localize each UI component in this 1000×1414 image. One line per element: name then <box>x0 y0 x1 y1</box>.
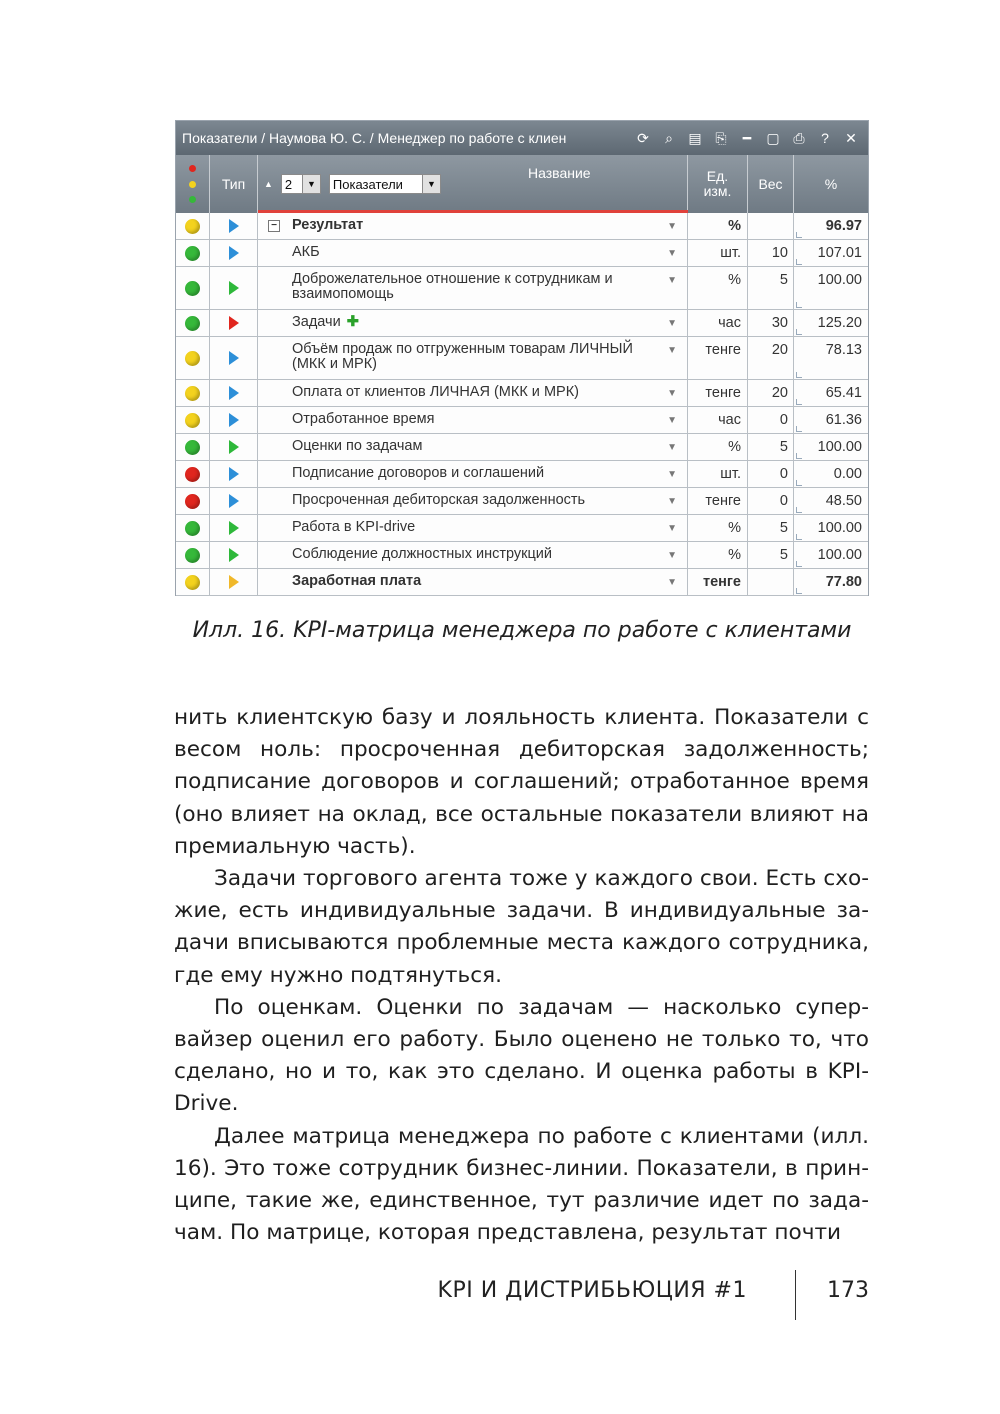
type-green-triangle-icon <box>229 548 239 562</box>
weight-cell: 5 <box>748 515 794 541</box>
percent-cell <box>794 213 868 239</box>
table-row[interactable] <box>176 515 868 542</box>
percent-value: 96.97 <box>825 218 862 234</box>
weight-cell: 0 <box>748 461 794 487</box>
percent-cell <box>794 310 868 336</box>
type-red-triangle-icon <box>229 316 239 330</box>
type-cell <box>210 407 258 433</box>
help-icon[interactable]: ? <box>821 130 829 146</box>
weight-cell: 30 <box>748 310 794 336</box>
unit-cell: % <box>688 542 748 568</box>
type-cell <box>210 267 258 309</box>
cell-corner-icon <box>796 453 802 459</box>
row-dropdown-icon[interactable]: ▼ <box>667 345 677 356</box>
table-header <box>176 155 868 213</box>
indicator-name: Оценки по задачам <box>292 438 423 454</box>
indicator-name: Оплата от клиентов ЛИЧНАЯ (МКК и МРК) <box>292 384 579 400</box>
indicator-name: Доброжелательное отношение к сотрудникам и взаимопомощь <box>292 271 613 302</box>
type-cell <box>210 542 258 568</box>
status-green-icon <box>185 548 200 563</box>
cell-corner-icon <box>796 561 802 567</box>
table-row[interactable] <box>176 213 868 240</box>
table-row[interactable] <box>176 542 868 569</box>
percent-value: 100.00 <box>817 520 862 536</box>
indicator-name: Задачи <box>292 314 341 330</box>
type-column-header[interactable]: Тип <box>210 155 258 213</box>
row-dropdown-icon[interactable]: ▼ <box>667 221 677 232</box>
status-cell <box>176 337 210 379</box>
name-cell[interactable] <box>258 515 688 541</box>
view-select-value: Показатели <box>332 176 403 192</box>
percent-value: 48.50 <box>825 493 862 509</box>
close-icon[interactable]: ✕ <box>845 129 857 146</box>
indicator-name: Подписание договоров и соглашений <box>292 465 545 481</box>
type-cell <box>210 569 258 595</box>
unit-cell: час <box>688 407 748 433</box>
row-dropdown-icon[interactable]: ▼ <box>667 469 677 480</box>
weight-cell: 0 <box>748 488 794 514</box>
table-row[interactable] <box>176 569 868 596</box>
percent-cell <box>794 337 868 379</box>
window-titlebar <box>176 121 868 155</box>
unit-cell: шт. <box>688 461 748 487</box>
unit-cell: час <box>688 310 748 336</box>
weight-cell: 10 <box>748 240 794 266</box>
weight-cell: 5 <box>748 434 794 460</box>
paragraph: Далее матрица менеджера по работе с клиентами (илл. 16). Это тоже сотрудник бизнес-линии. Показатели, в принципе, такие же, единственное, тут различие идет по задачам. По матрице, которая представлена, результат почти <box>174 1123 869 1246</box>
body-text <box>174 702 869 1249</box>
percent-cell <box>794 240 868 266</box>
percent-cell <box>794 569 868 595</box>
table-row[interactable] <box>176 380 868 407</box>
cell-corner-icon <box>796 480 802 486</box>
row-dropdown-icon[interactable]: ▼ <box>667 248 677 259</box>
status-green-icon <box>185 440 200 455</box>
name-cell[interactable] <box>258 488 688 514</box>
status-cell <box>176 310 210 336</box>
percent-value: 107.01 <box>817 245 862 261</box>
status-red-icon <box>185 467 200 482</box>
status-cell <box>176 240 210 266</box>
weight-cell: 5 <box>748 542 794 568</box>
percent-value: 65.41 <box>825 385 862 401</box>
cell-corner-icon <box>796 372 802 378</box>
unit-cell: % <box>688 515 748 541</box>
percent-value: 61.36 <box>825 412 862 428</box>
chevron-down-icon: ▼ <box>422 175 440 193</box>
percent-value: 100.00 <box>817 547 862 563</box>
unit-cell: тенге <box>688 569 748 595</box>
type-cell <box>210 380 258 406</box>
indicator-name: Объём продаж по отгруженным товарам ЛИЧНЫЙ (МКК и МРК) <box>292 341 633 372</box>
minimize-icon[interactable]: ━ <box>742 129 752 146</box>
unit-cell: тенге <box>688 380 748 406</box>
cell-corner-icon <box>796 399 802 405</box>
name-cell[interactable] <box>258 213 688 239</box>
figure-caption: Илл. 16. KPI-матрица менеджера по работе с клиентами <box>192 618 852 643</box>
name-cell[interactable] <box>258 407 688 433</box>
unit-cell: % <box>688 267 748 309</box>
list-icon[interactable]: ▤ <box>688 129 702 146</box>
cell-corner-icon <box>796 302 802 308</box>
name-cell[interactable] <box>258 542 688 568</box>
indicator-name: Результат <box>292 217 364 233</box>
kpi-matrix-window <box>175 120 869 596</box>
cell-corner-icon <box>796 588 802 594</box>
status-cell <box>176 434 210 460</box>
percent-cell <box>794 407 868 433</box>
status-cell <box>176 380 210 406</box>
status-yellow-icon <box>185 219 200 234</box>
cell-corner-icon <box>796 507 802 513</box>
unit-column-header[interactable]: Ед. изм. <box>688 155 748 213</box>
weight-cell: 20 <box>748 380 794 406</box>
unit-cell: тенге <box>688 337 748 379</box>
table-row[interactable] <box>176 240 868 267</box>
type-green-triangle-icon <box>229 521 239 535</box>
refresh-icon[interactable]: ⟳ <box>637 129 649 146</box>
percent-value: 78.13 <box>825 342 862 358</box>
status-cell <box>176 515 210 541</box>
type-cell <box>210 515 258 541</box>
indicator-name: Соблюдение должностных инструкций <box>292 546 552 562</box>
traffic-light-icon <box>189 165 197 203</box>
table-row[interactable] <box>176 434 868 461</box>
type-cell <box>210 434 258 460</box>
unit-cell: шт. <box>688 240 748 266</box>
type-blue-triangle-icon <box>229 467 239 481</box>
table-row[interactable] <box>176 461 868 488</box>
weight-cell <box>748 569 794 595</box>
type-cell <box>210 213 258 239</box>
level-select-value: 2 <box>284 176 293 192</box>
type-blue-triangle-icon <box>229 351 239 365</box>
window-toolbar <box>634 121 860 155</box>
unit-cell: тенге <box>688 488 748 514</box>
name-column-header <box>258 155 688 213</box>
cell-corner-icon <box>796 534 802 540</box>
percent-cell <box>794 515 868 541</box>
status-cell <box>176 461 210 487</box>
status-red-icon <box>185 494 200 509</box>
status-green-icon <box>185 281 200 296</box>
type-green-triangle-icon <box>229 281 239 295</box>
type-blue-triangle-icon <box>229 246 239 260</box>
status-column-header[interactable] <box>176 155 210 213</box>
unit-cell: % <box>688 434 748 460</box>
maximize-icon[interactable]: ▢ <box>766 129 780 146</box>
percent-cell <box>794 461 868 487</box>
status-cell <box>176 542 210 568</box>
page-footer <box>175 1270 869 1320</box>
chevron-down-icon: ▼ <box>302 175 320 193</box>
row-dropdown-icon[interactable]: ▼ <box>667 275 677 286</box>
level-select[interactable] <box>281 174 321 194</box>
table-row[interactable] <box>176 267 868 310</box>
type-cell <box>210 337 258 379</box>
status-yellow-icon <box>185 351 200 366</box>
status-yellow-icon <box>185 386 200 401</box>
status-cell <box>176 569 210 595</box>
indicator-name: Просроченная дебиторская задолженность <box>292 492 586 508</box>
name-cell[interactable] <box>258 240 688 266</box>
collapse-icon[interactable]: − <box>268 220 280 232</box>
indicator-name: Отработанное время <box>292 411 435 427</box>
add-task-icon[interactable]: ✚ <box>346 314 359 330</box>
table-row[interactable] <box>176 337 868 380</box>
cell-corner-icon <box>796 329 802 335</box>
print-icon[interactable]: ⎙ <box>793 129 805 146</box>
status-cell <box>176 407 210 433</box>
percent-cell <box>794 542 868 568</box>
name-cell[interactable] <box>258 569 688 595</box>
paragraph: нить клиентскую базу и лояльность клиента. Показатели с весом ноль: просроченная дебиторская задолженность; подписание договоров и соглашений; отработанное время (оно влияет на оклад, все остальные показатели влияют на премиальную часть). <box>174 705 869 859</box>
type-blue-triangle-icon <box>229 494 239 508</box>
weight-cell <box>748 213 794 239</box>
status-green-icon <box>185 521 200 536</box>
table-row[interactable] <box>176 407 868 434</box>
type-green-triangle-icon <box>229 440 239 454</box>
percent-value: 100.00 <box>817 439 862 455</box>
unit-cell: % <box>688 213 748 239</box>
name-cell[interactable] <box>258 434 688 460</box>
status-yellow-icon <box>185 413 200 428</box>
weight-column-header[interactable]: Вес <box>748 155 794 213</box>
percent-cell <box>794 380 868 406</box>
name-cell[interactable] <box>258 337 688 379</box>
status-cell <box>176 488 210 514</box>
type-cell <box>210 240 258 266</box>
cell-corner-icon <box>796 259 802 265</box>
type-blue-triangle-icon <box>229 386 239 400</box>
percent-cell <box>794 434 868 460</box>
status-green-icon <box>185 246 200 261</box>
view-select[interactable] <box>329 174 441 194</box>
status-cell <box>176 213 210 239</box>
table-row[interactable] <box>176 488 868 515</box>
type-cell <box>210 310 258 336</box>
row-dropdown-icon[interactable]: ▼ <box>667 496 677 507</box>
percent-cell <box>794 488 868 514</box>
name-cell[interactable] <box>258 267 688 309</box>
row-dropdown-icon[interactable]: ▼ <box>667 577 677 588</box>
cell-corner-icon <box>796 232 802 238</box>
name-column-label[interactable]: Название <box>528 165 591 181</box>
percent-cell <box>794 267 868 309</box>
status-green-icon <box>185 316 200 331</box>
table-row[interactable] <box>176 310 868 337</box>
type-cell <box>210 461 258 487</box>
indicator-name: Работа в KPI-drive <box>292 519 416 535</box>
type-cell <box>210 488 258 514</box>
page-number: 173 <box>827 1278 869 1303</box>
row-dropdown-icon[interactable]: ▼ <box>667 388 677 399</box>
weight-cell: 5 <box>748 267 794 309</box>
row-dropdown-icon[interactable]: ▼ <box>667 415 677 426</box>
export-icon[interactable]: ⎘ <box>715 129 727 146</box>
name-cell[interactable] <box>258 461 688 487</box>
name-cell[interactable] <box>258 310 688 336</box>
weight-cell: 20 <box>748 337 794 379</box>
percent-value: 77.80 <box>825 574 862 590</box>
window-title: Показатели / Наумова Ю. С. / Менеджер по работе с клиен <box>182 130 567 146</box>
percent-value: 0.00 <box>833 466 862 482</box>
status-cell <box>176 267 210 309</box>
percent-value: 125.20 <box>817 315 862 331</box>
percent-value: 100.00 <box>817 272 862 288</box>
row-dropdown-icon[interactable]: ▼ <box>667 318 677 329</box>
weight-cell: 0 <box>748 407 794 433</box>
paragraph: По оценкам. Оценки по задачам — насколько супервайзер оценил его работу. Было оценено не только то, что сделано, но и то, как это сделано. И оценка работы в KPI-Drive. <box>174 994 869 1117</box>
cell-corner-icon <box>796 426 802 432</box>
row-dropdown-icon[interactable]: ▼ <box>667 523 677 534</box>
search-icon[interactable]: ⌕ <box>665 129 673 146</box>
name-cell[interactable] <box>258 380 688 406</box>
row-dropdown-icon[interactable]: ▼ <box>667 442 677 453</box>
sort-up-icon[interactable]: ▲ <box>264 179 273 189</box>
row-dropdown-icon[interactable]: ▼ <box>667 550 677 561</box>
type-yellow-triangle-icon <box>229 575 239 589</box>
footer-divider <box>795 1270 796 1320</box>
type-blue-triangle-icon <box>229 219 239 233</box>
paragraph: Задачи торгового агента тоже у каждого свои. Есть схожие, есть индивидуальные задачи. В индивидуальные задачи вписываются проблемные места каждого сотрудника, где ему нужно подтянуться. <box>174 866 869 988</box>
percent-column-header[interactable]: % <box>824 176 838 192</box>
status-yellow-icon <box>185 575 200 590</box>
indicator-name: Заработная плата <box>292 573 422 589</box>
indicator-name: АКБ <box>292 244 320 260</box>
running-title: KPI И ДИСТРИБЬЮЦИЯ #1 <box>437 1278 747 1303</box>
type-blue-triangle-icon <box>229 413 239 427</box>
